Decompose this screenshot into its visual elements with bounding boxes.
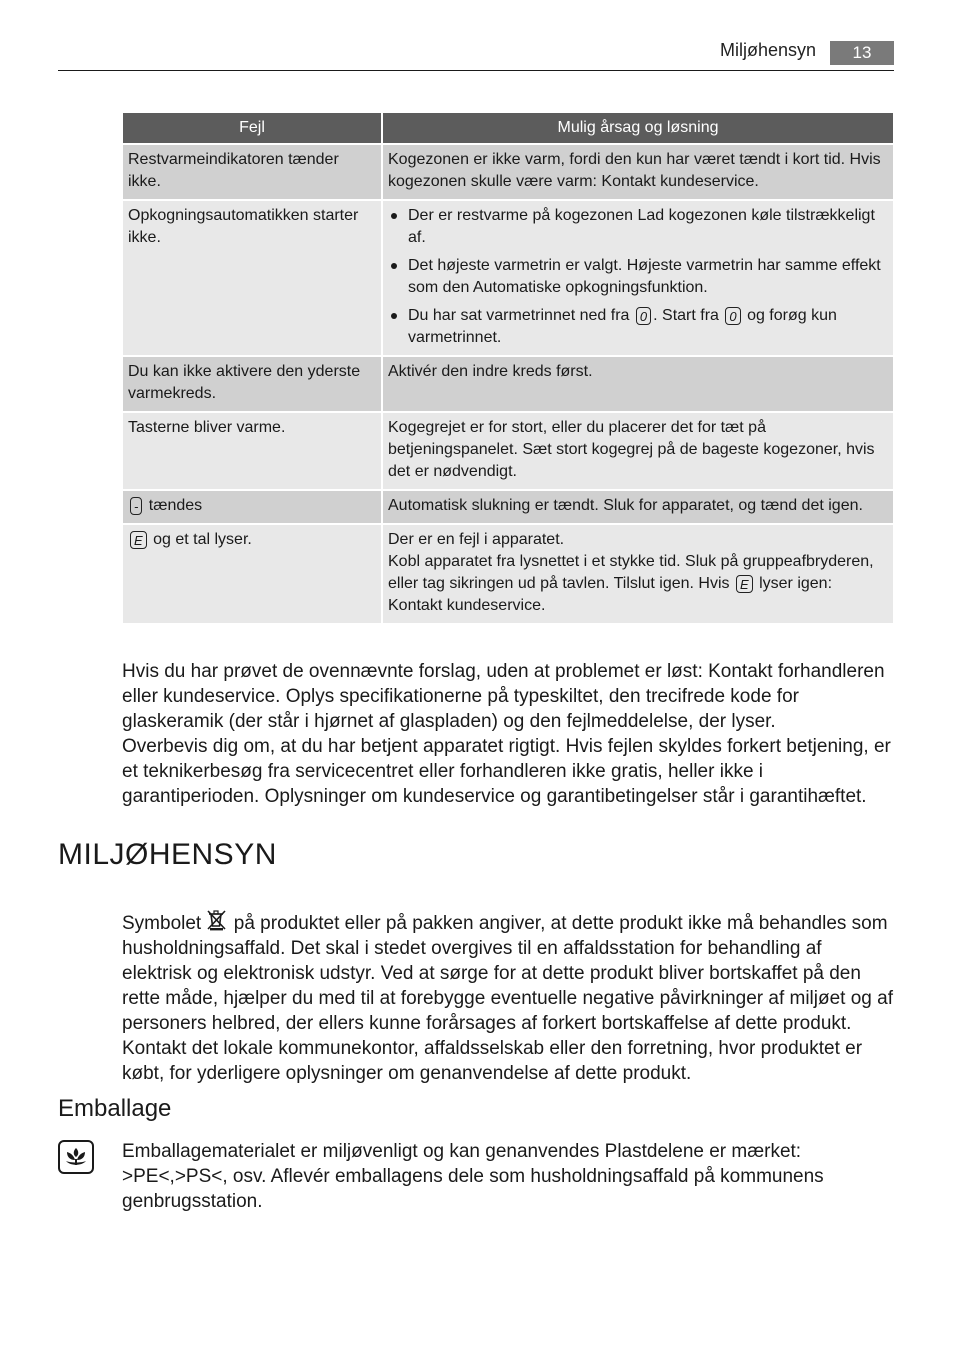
solution-cell: Kogezonen er ikke varm, fordi den kun har været tændt i kort tid. Hvis kogezonen skulle være varm: Kontakt kundeservice. — [383, 145, 893, 199]
paragraph — [122, 909, 896, 1086]
table-row — [123, 201, 893, 355]
bullet-text: Du har sat varmetrinnet ned fra — [408, 307, 630, 324]
solution-cell: Aktivér den indre kreds først. — [383, 357, 893, 411]
bullet-text: . Start fra — [653, 307, 719, 324]
solution-text: lyser igen: Kontakt kundeservice. — [388, 575, 833, 614]
solution-cell: Kogegrejet er for stort, eller du placerer det for tæt på betjeningspanelet. Sæt stort kogegrej på de bageste kogezoner, hvis det er nødvendigt. — [383, 413, 893, 489]
solution-cell — [383, 525, 893, 623]
list-item: Der er restvarme på kogezonen Lad kogezonen køle tilstrækkeligt af. — [388, 205, 888, 249]
solution-line: Der er en fejl i apparatet. — [388, 531, 565, 548]
fault-cell: Opkogningsautomatikken starter ikke. — [123, 201, 381, 355]
display-dash-icon: - — [130, 497, 142, 515]
paragraph: Overbevis dig om, at du har betjent apparatet rigtigt. Hvis fejlen skyldes forkert betjening, er et teknikerbesøg fra servicecentret eller forhandleren ikke gratis, heller ikke i garantiperioden. Oplysninger om kundeservice og garantibetingelser står i garantihæftet. — [122, 736, 891, 807]
header-section-name: Miljøhensyn — [719, 40, 816, 60]
list-item: Det højeste varmetrin er valgt. Højeste varmetrin har samme effekt som den Automatiske opkogningsfunktion. — [388, 255, 888, 299]
solution-list — [388, 205, 888, 349]
list-item — [388, 305, 888, 349]
after-table-text — [122, 659, 896, 809]
flower-icon — [60, 1142, 92, 1172]
table-row — [123, 413, 893, 489]
column-header-fault: Fejl — [123, 113, 381, 143]
fault-cell: Du kan ikke aktivere den yderste varmekreds. — [123, 357, 381, 411]
paragraph: Emballagematerialet er miljøvenligt og kan genanvendes Plastdelene er mærket: >PE<,>PS<, osv. Aflevér emballagens dele som husholdningsaffald på kommunens genbrugsstation. — [122, 1141, 824, 1212]
fault-text: tændes — [148, 497, 203, 514]
page-number: 13 — [830, 41, 894, 65]
environment-text — [122, 909, 896, 1086]
paragraph-text: Symbolet — [122, 913, 202, 934]
fault-cell: Tasterne bliver varme. — [123, 413, 381, 489]
solution-text: Kobl apparatet fra lysnettet i et stykke tid. Sluk på gruppeafbryderen, eller tag sikringen ud på tavlen. Tilslut igen. Hvis — [388, 553, 874, 592]
paragraph-text: på produktet eller på pakken angiver, at dette produkt ikke må behandles som husholdningsaffald. Det skal i stedet overgives til en affaldsstation for behandling af elektrisk og elektronisk udstyr. Ved at sørge for at dette produkt bliver bortskaffet på den rette måde, hjælper du med til at forebygge eventuelle negative påvirkninger af miljøet og af personers helbred, der ellers kunne forårsages af forkert bortskaffelse af dette produkt. Kontakt det lokale kommunekontor, affaldsselskab eller den forretning, hvor produktet er købt, for yderligere oplysninger om genanvendelse af dette produkt. — [122, 913, 893, 1084]
fault-cell: Restvarmeindikatoren tænder ikke. — [123, 145, 381, 199]
table-row — [123, 145, 893, 199]
section-title: MILJØHENSYN — [58, 838, 277, 871]
solution-cell — [383, 201, 893, 355]
fault-text: og et tal lyser. — [153, 531, 252, 548]
crossed-bin-icon — [206, 909, 228, 931]
display-error-icon: E — [130, 531, 147, 549]
table-header-row — [123, 113, 893, 143]
bullet-text: og forøg kun varmetrinnet. — [408, 307, 837, 346]
subsection-title: Emballage — [58, 1095, 172, 1122]
solution-cell: Automatisk slukning er tændt. Sluk for apparatet, og tænd det igen. — [383, 491, 893, 523]
heat-level-zero-icon: 0 — [636, 307, 651, 325]
heat-level-zero-icon: 0 — [725, 307, 740, 325]
table-row — [123, 525, 893, 623]
fault-cell — [123, 491, 381, 523]
page-header — [58, 38, 894, 71]
paragraph: Hvis du har prøvet de ovennævnte forslag, uden at problemet er løst: Kontakt forhandleren eller kundeservice. Oplys specifikationerne på typeskiltet, den trecifrede kode for glaskeramik (der står i hjørnet af glaspladen) og den fejlmeddelelse, der lyser. — [122, 661, 885, 732]
display-error-icon: E — [736, 575, 753, 593]
recycling-icon — [58, 1140, 94, 1174]
troubleshooting-table — [121, 111, 895, 625]
fault-cell — [123, 525, 381, 623]
column-header-solution: Mulig årsag og løsning — [383, 113, 893, 143]
table-row — [123, 357, 893, 411]
packaging-text — [122, 1139, 896, 1214]
table-row — [123, 491, 893, 523]
